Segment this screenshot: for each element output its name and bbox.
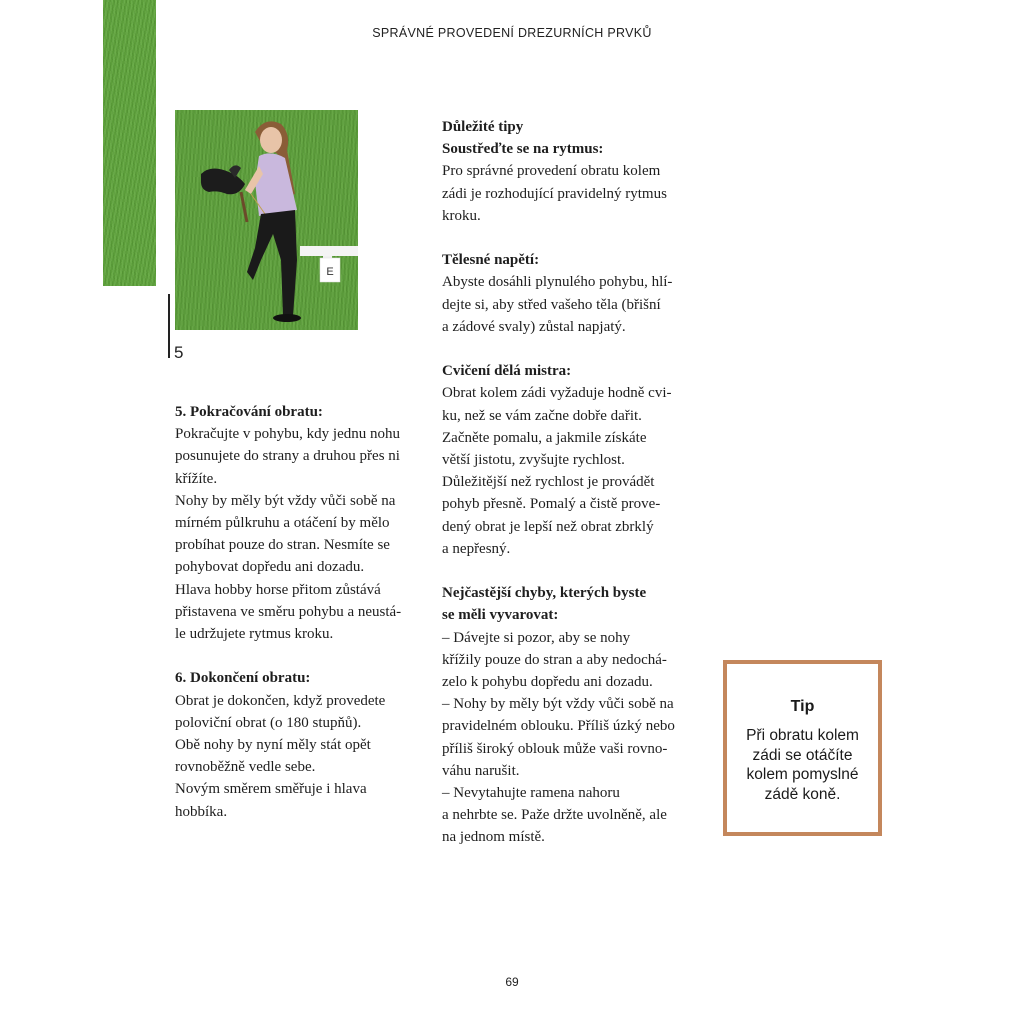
- paragraph-gap: [442, 560, 697, 582]
- mistakes-line: – Nevytahujte ramena nahoru: [442, 785, 620, 802]
- rider-shirt: [255, 153, 297, 216]
- section6-line: Obrat je dokončen, když provedete: [175, 692, 386, 709]
- section5-line: mírném půlkruhu a otáčení by mělo: [175, 515, 390, 532]
- running-head: SPRÁVNÉ PROVEDENÍ DREZURNÍCH PRVKŮ: [372, 26, 652, 40]
- practice-line: Důležitější než rychlost je provádět: [442, 474, 655, 491]
- rider-face: [260, 127, 282, 153]
- mistakes-line: zelo k pohybu dopředu ani dozadu.: [442, 674, 653, 691]
- rider-shoe: [273, 314, 301, 322]
- rider-legs: [247, 210, 297, 316]
- rhythm-line: Pro správné provedení obratu kolem: [442, 163, 661, 180]
- section5-line: křížíte.: [175, 470, 218, 487]
- dressage-letter: E: [326, 266, 334, 278]
- fence-rail: [300, 246, 358, 256]
- section5-heading: 5. Pokračování obratu:: [175, 404, 323, 420]
- section5-line: Hlava hobby horse přitom zůstává: [175, 581, 381, 598]
- mistakes-line: na jednom místě.: [442, 829, 545, 846]
- grass-strip-decoration: [103, 0, 156, 286]
- section5-line: přistavena ve směru pohybu a neustá-: [175, 603, 402, 620]
- tip-line: kolem pomyslné: [746, 766, 859, 783]
- tip-title: Tip: [790, 698, 815, 715]
- mistakes-line: příliš široký oblouk může vaši rovno-: [442, 740, 668, 757]
- practice-line: pohyb přesně. Pomalý a čistě prove-: [442, 496, 661, 513]
- section5-line: posunujete do strany a druhou přes ni: [175, 448, 400, 465]
- tip-line: Při obratu kolem: [746, 727, 859, 744]
- section5-line: le udržujete rytmus kroku.: [175, 626, 334, 643]
- section6-line: Novým směrem směřuje i hlava: [175, 781, 367, 798]
- mistakes-line: a nehrbte se. Paže držte uvolněně, ale: [442, 807, 667, 824]
- right-column: [442, 116, 697, 849]
- practice-line: a nepřesný.: [442, 540, 511, 557]
- tension-line: Abyste dosáhli plynulého pohybu, hlí-: [442, 274, 673, 291]
- photo-illustration: [175, 110, 358, 330]
- page-number: 69: [505, 975, 519, 989]
- section5-line: probíhat pouze do stran. Nesmíte se: [175, 537, 390, 554]
- mistakes-heading: se měli vyvarovat:: [442, 607, 559, 624]
- tip-box: [723, 660, 882, 836]
- practice-line: dený obrat je lepší než obrat zbrklý: [442, 518, 654, 535]
- practice-line: Obrat kolem zádi vyžaduje hodně cvi-: [442, 385, 672, 402]
- rhythm-line: zádi je rozhodující pravidelný rytmus: [442, 185, 667, 202]
- photo-hobby-horse-rider: [175, 110, 358, 330]
- mistakes-line: – Dávejte si pozor, aby se nohy: [442, 629, 631, 646]
- section6-line: hobbíka.: [175, 803, 228, 820]
- mistakes-line: pravidelném oblouku. Příliš úzký nebo: [442, 718, 675, 735]
- section5-line: Pokračujte v pohybu, kdy jednu nohu: [175, 426, 400, 443]
- paragraph-gap: [442, 338, 697, 360]
- tension-line: a zádové svaly) zůstal napjatý.: [442, 318, 626, 335]
- hobby-horse-stick: [241, 192, 247, 222]
- tension-line: dejte si, aby střed vašeho těla (břišní: [442, 296, 661, 313]
- mistakes-line: – Nohy by měly být vždy vůči sobě na: [442, 696, 674, 713]
- section5-line: Nohy by měly být vždy vůči sobě na: [175, 492, 396, 509]
- section6-heading: 6. Dokončení obratu:: [175, 670, 311, 687]
- practice-line: Začněte pomalu, a jakmile získáte: [442, 429, 647, 446]
- photo-number: 5: [174, 343, 184, 362]
- practice-line: ku, než se vám začne dobře dařit.: [442, 407, 642, 424]
- tip-line: zádi se otáčíte: [752, 746, 853, 764]
- practice-heading: Cvičení dělá mistra:: [442, 363, 572, 380]
- tension-heading: Tělesné napětí:: [442, 252, 540, 269]
- section6-line: poloviční obrat (o 180 stupňů).: [175, 714, 362, 731]
- rhythm-line: kroku.: [442, 207, 481, 224]
- mistakes-heading: Nejčastější chyby, kterých byste: [442, 585, 647, 602]
- section5-line: pohybovat dopředu ani dozadu.: [175, 559, 365, 576]
- rhythm-heading: Soustřeďte se na rytmus:: [442, 141, 604, 158]
- section6-line: rovnoběžně vedle sebe.: [175, 759, 316, 776]
- tip-line: zádě koně.: [764, 785, 841, 803]
- left-column: [175, 401, 415, 823]
- paragraph-gap: [442, 227, 697, 249]
- tips-title: Důležité tipy: [442, 119, 524, 135]
- photo-caption-rule: [168, 294, 170, 358]
- paragraph-gap: [175, 645, 415, 667]
- section6-line: Obě nohy by nyní měly stát opět: [175, 737, 371, 754]
- mistakes-line: křížily pouze do stran a aby nedochá-: [442, 651, 667, 668]
- mistakes-line: váhu narušit.: [442, 762, 520, 779]
- tip-text: [738, 726, 868, 804]
- practice-line: větší jistotu, zvyšujte rychlost.: [442, 452, 625, 469]
